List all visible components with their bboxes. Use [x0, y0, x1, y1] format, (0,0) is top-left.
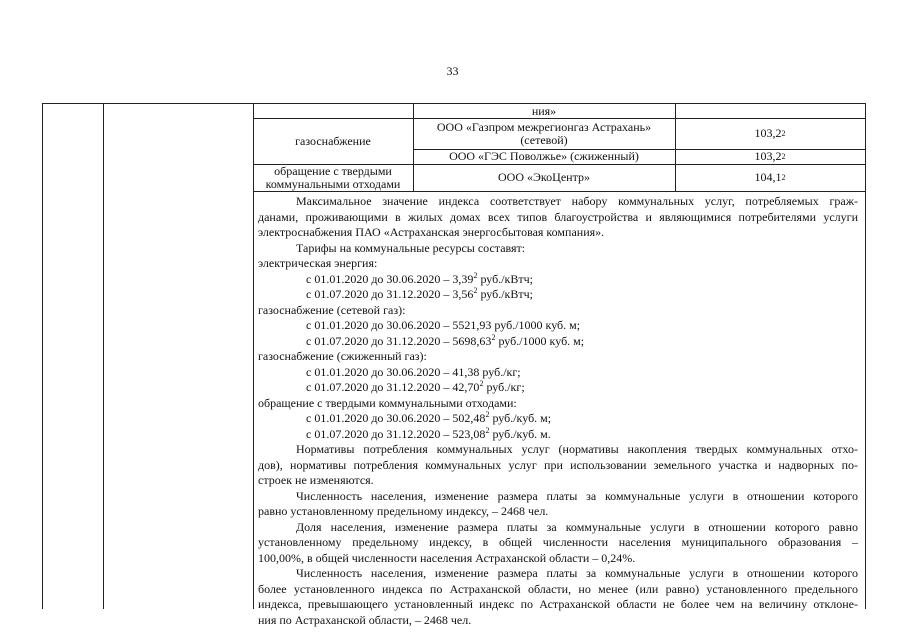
paragraph-line: Численность населения, изменение размера платы за коммунальные услуги в отношении которого: [296, 488, 858, 503]
tariff-line: с 01.07.2020 до 31.12.2020 – 3,56$^2$ руб./кВтч;: [306, 286, 534, 301]
paragraph-line: строек не изменяются.: [258, 473, 374, 487]
paragraph-line: Численность населения, изменение размера платы за коммунальные услуги в отношении которого: [296, 566, 858, 580]
tariff-line: с 01.07.2020 до 31.12.2020 – 5698,63$^2$ руб./1000 куб. м;: [306, 332, 585, 348]
tariff-line: с 01.07.2020 до 31.12.2020 – 523,08$^2$ руб./куб. м.: [306, 425, 551, 441]
paragraph-line: индекса, превышающего установленный индекс по Астраханской области не более чем на величину отклоне-: [258, 597, 858, 611]
tariff-line: с 01.07.2020 до 31.12.2020 – 42,70$^2$ руб./кг;: [306, 379, 525, 394]
paragraph-line: электроснабжения ПАО «Астраханская энергосбытовая компания».: [258, 225, 605, 239]
service-name: газоснабжение: [295, 133, 371, 148]
service-name: обращение с твердыми коммунальными отходами: [265, 163, 401, 191]
provider-name: ООО «ЭкоЦентр»: [498, 170, 590, 184]
provider-name: ООО «Газпром межрегионгаз Астрахань» (сетевой): [436, 119, 652, 147]
paragraph-line: данами, проживающими в жилых домах всех типов благоустройства и являющимися потребителями услуги: [258, 209, 858, 224]
description-text: [258, 194, 858, 628]
column-divider: [103, 104, 104, 609]
tariff-category: электрическая энергия:: [258, 256, 378, 270]
tariff-category: газоснабжение (сетевой газ):: [258, 302, 406, 317]
paragraph-line: 100,00%, в общей численности населения Астраханской области – 0,24%.: [258, 550, 636, 565]
paragraph-line: более установленного индекса по Астраханской области, но менее (или равно) установленного предельного: [258, 581, 858, 596]
paragraph-line: равно установленному предельному индексу, – 2468 чел.: [258, 504, 549, 518]
provider-name: ООО «ГЭС Поволжье» (сжиженный): [449, 149, 639, 163]
index-value: 103,2 2: [754, 126, 786, 140]
paragraph-line: дов), нормативы потребления коммунальных услуг при использовании земельного участка и надворных по-: [258, 457, 858, 472]
tariff-line: с 01.01.2020 до 30.06.2020 – 5521,93 руб./1000 куб. м;: [306, 318, 581, 332]
paragraph-line: Нормативы потребления коммунальных услуг (нормативы накопления твердых коммунальных отхо-: [296, 442, 858, 456]
tariff-category: обращение с твердыми коммунальными отходами:: [258, 395, 517, 410]
tariff-line: с 01.01.2020 до 30.06.2020 – 41,38 руб./кг;: [306, 364, 521, 379]
tariff-category: газоснабжение (сжиженный газ):: [258, 349, 427, 363]
paragraph-line: ния по Астраханской области, – 2468 чел.: [258, 612, 472, 627]
page-number: 33: [446, 64, 459, 78]
paragraph-line: установленному предельному индексу, в общей численности населения муниципального образования –: [258, 535, 858, 549]
row-divider: [253, 191, 865, 192]
paragraph-line: Доля населения, изменение размера платы за коммунальные услуги в отношении которого равно: [296, 519, 858, 534]
index-value: 104,1 2: [754, 170, 786, 184]
tariff-line: с 01.01.2020 до 30.06.2020 – 3,39$^2$ руб./кВтч;: [306, 270, 534, 286]
index-value: 103,2 2: [754, 149, 786, 163]
tariff-table: [42, 103, 866, 627]
paragraph-line: Максимальное значение индекса соответствует набору коммунальных услуг, потребляемых граж-: [296, 194, 858, 208]
continued-cell: ния»: [531, 103, 557, 118]
tariffs-title: Тарифы на коммунальные ресурсы составят:: [296, 240, 526, 255]
tariff-line: с 01.01.2020 до 30.06.2020 – 502,48$^2$ руб./куб. м;: [306, 410, 552, 425]
